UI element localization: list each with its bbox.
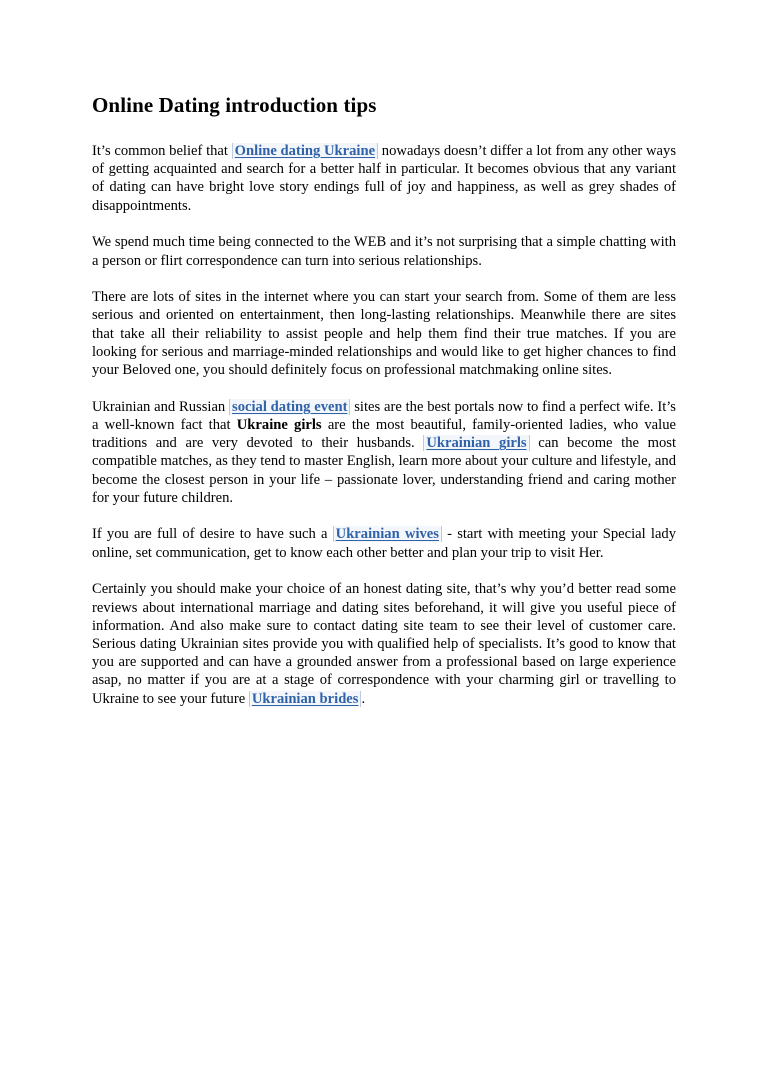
link-online-dating-ukraine[interactable]: Online dating Ukraine (232, 143, 378, 159)
paragraph-web (92, 233, 676, 269)
paragraph-ukrainian (92, 398, 676, 507)
text-segment: sites are the best portals now to find a perfect wife. It’s a well-known fact that (92, 398, 676, 433)
text-segment: - start with meeting your Special lady online, set communication, get to know each other better and plan your trip to visit Her. (92, 526, 677, 561)
text-segment: nowadays doesn’t differ a lot from any other ways of getting acquainted and search for a better half in particular. It becomes obvious that any variant of dating can have bright love story endings full of joy and happiness, as well as grey shades of disappointments. (92, 143, 676, 214)
bold-ukraine-girls: Ukraine girls (236, 416, 322, 433)
link-ukrainian-brides[interactable]: Ukrainian brides (249, 691, 362, 707)
paragraph-intro (92, 142, 676, 215)
link-ukrainian-girls[interactable]: Ukrainian girls (423, 435, 529, 451)
text-segment: can become the most compatible matches, as they tend to master English, learn more about your culture and lifestyle, and become the closest person in your life – passionate lover, understanding friend and caring mother for your future children. (92, 435, 677, 506)
document-title: Online Dating introduction tips (92, 93, 377, 117)
text-segment: Ukrainian and Russian (92, 398, 230, 415)
paragraph-sites (92, 288, 676, 379)
text-segment: . (361, 690, 366, 707)
paragraph-desire (92, 525, 676, 561)
text-segment: It’s common belief that (92, 143, 232, 159)
text-segment: There are lots of sites in the internet where you can start your search from. Some of them are less serious and oriented on entertainment, then long-lasting relationships. Meanwhile there are sites that take all their reliability to assist people and help them find their true matches. If you are looking for serious and marriage-minded relationships and would like to get higher chances to find your Beloved one, you should definitely focus on professional matchmaking online sites. (92, 289, 676, 379)
paragraph-choice (92, 580, 676, 707)
text-segment: If you are full of desire to have such a (92, 526, 333, 543)
text-segment: Certainly you should make your choice of an honest dating site, that’s why you’d better read some reviews about international marriage and dating sites beforehand, it will give you useful piece of information. And also make sure to contact dating site team to see their level of customer care. Serious dating Ukrainian sites provide you with qualified help of specialists. It’s good to know that you are supported and can have a grounded answer from a professional based on large experience asap, no matter if you are at a stage of correspondence with your charming girl or travelling to Ukraine to see your future (92, 581, 676, 707)
text-segment: We spend much time being connected to the WEB and it’s not surprising that a simple chatting with a person or flirt correspondence can turn into serious relationships. (92, 234, 676, 269)
link-social-dating-event[interactable]: social dating event (229, 399, 350, 415)
text-segment: are the most beautiful, family-oriented ladies, who value traditions and are very devoted to their husbands. (92, 416, 676, 452)
document-body (92, 92, 676, 726)
link-ukrainian-wives[interactable]: Ukrainian wives (333, 526, 442, 542)
